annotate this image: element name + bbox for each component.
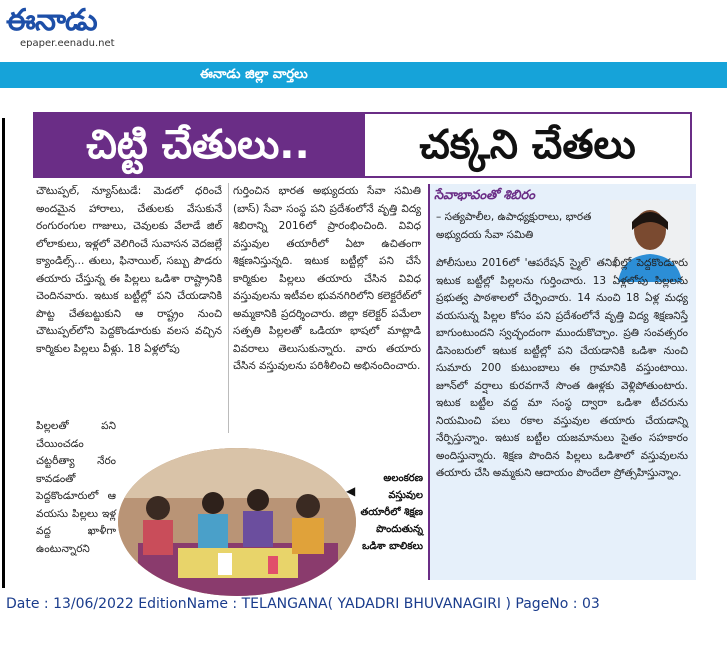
- headline-left: చిట్టి చేతులు..: [86, 122, 310, 168]
- sidebar-title: సేవాభావంతో శిబిరం: [434, 188, 535, 203]
- sidebar-body: పోలీసులు 2016లో 'ఆపరేషన్‌ స్మైల్‌' తనిఖీల్లో పెద్దకొండూరు ఇటుక బట్టీల్లో పిల్లలను గుర్తించారు. 13 ఏళ్లలోపు పిల్లలను ప్రభుత్వ పాఠశాలలో చేర్పించారు. 14 నుంచి 18 ఏళ్ల మధ్య వయసున్న పిల్లల కోసం పని ప్రదేశంలోనే వృత్తి విద్య శిక్షణనిస్తే బాగుంటుందని స్వచ్ఛందంగా ముందుకొచ్చాం. ప్రతి సంవత్సరం డిసెంబరులో ఇటుక బట్టీల్లో పని చేయడానికి ఒడిశా నుంచి సుమారు 200 కుటుంబాలు ఈ గ్రామానికి వస్తుంటాయి. జూన్‌లో వర్షాలు కురవగానే సొంత ఊళ్లకు వెళ్లిపోతుంటారు. ఇటుక బట్టీల వద్ద మా సంస్థ ద్వారా ఒడిశా టీచరును నియమించి పలు రకాల వస్తువుల తయారు చేయడాన్ని నేర్పిస్తున్నాం. ఇటుక బట్టీల యజమానులు సైతం సహకారం అందిస్తున్నారు. శిక్షణ పొందిన పిల్లలు ఒడిశాలో వస్తువులను తయారు చేసి అమ్మకుని ఆదాయం పొందేలా ప్రోత్సహిస్తున్నాం.: [436, 257, 688, 479]
- section-band: [0, 62, 727, 88]
- section-title: ఈనాడు జిల్లా వార్తలు: [200, 67, 308, 82]
- headline-right-panel: [363, 112, 692, 178]
- edition-footer: Date : 13/06/2022 EditionName : TELANGANA( YADADRI BHUVANAGIRI ) PageNo : 03: [6, 596, 600, 612]
- headline-left-panel: [33, 112, 363, 178]
- headline-right: చక్కని చేతలు: [419, 122, 636, 168]
- article-column-2: గుర్తించిన భారత అభ్యుదయ సేవా సమితి (బాస్‌) సేవా సంస్థ పని ప్రదేశంలోనే వృత్తి విద్య శిబిరాన్ని 2016లో ప్రారంభించింది. వివిధ వస్తువుల తయారీలో ఏటా ఉచితంగా శిక్షణనిస్తున్నది. ఇటుక బట్టీల్లో పని చేసే కార్మికుల పిల్లలు తయారు చేసిన వివిధ వస్తువులను ఇటీవల భువనగిరిలోని కలెక్టరేట్‌లో అమ్మకానికి ప్రదర్శించారు. జిల్లా కలెక్టర్‌ పమేలా సత్పతి పిల్లలతో ఒడియా భాషలో మాట్లాడి వివరాలు తెలుసుకున్నారు. వారు తయారు చేసిన వస్తువులను పరిశీలించి అభినందించారు.: [233, 185, 421, 372]
- page-edge-rule: [2, 118, 5, 588]
- site-url: epaper.eenadu.net: [20, 38, 115, 49]
- caption-arrow-icon: ◀: [346, 484, 356, 498]
- article-column-1: చౌటుప్పల్‌, న్యూస్‌టుడే: మెడలో ధరించే అందమైన హారాలు, చేతులకు వేసుకునే రంగురంగుల గాజులు, చెవులకు వేలాడే జిల్‌ లోలాకులు, ఇళ్లలో వెలిగించే సువాసన వెదజల్లే క్యాండిల్స్‌... తులు, ఫినాయిల్‌, సబ్బు పౌడరు తయారు చేస్తున్న ఈ పిల్లలు ఒడిశా రాష్ట్రానికి చెందినవారు. ఇటుక బట్టీల్లో పని చేయడానికి పొట్ట చేతబట్టుకుని ఆ రాష్ట్రం నుంచి చౌటుప్పల్‌లోని పెద్దకొండూరుకు వలస వచ్చిన కార్మికుల పిల్లలు వీళ్లు. 18 ఏళ్లలోపు: [36, 185, 222, 355]
- eenadu-logo[interactable]: ఈనాడు: [6, 3, 97, 38]
- children-training-photo: [118, 448, 356, 596]
- photo-caption: అలంకరణ వస్తువుల తయారీలో శిక్షణ పొందుతున్న ఒడిశా బాలికలు: [360, 473, 423, 552]
- article-column-1-tail: పిల్లలతో పని చేయించడం చట్టరీత్యా నేరం కావడంతో పెద్దకొండూరులో ఆ వయసు పిల్లలు ఇళ్ల వద్ద ఖాళీగా ఉంటున్నారని: [36, 420, 116, 555]
- sidebar-author: – సత్యపాలీల, ఉపాధ్యక్షురాలు, భారత అభ్యుదయ సేవా సమితి: [436, 211, 592, 241]
- column-divider: [228, 183, 229, 433]
